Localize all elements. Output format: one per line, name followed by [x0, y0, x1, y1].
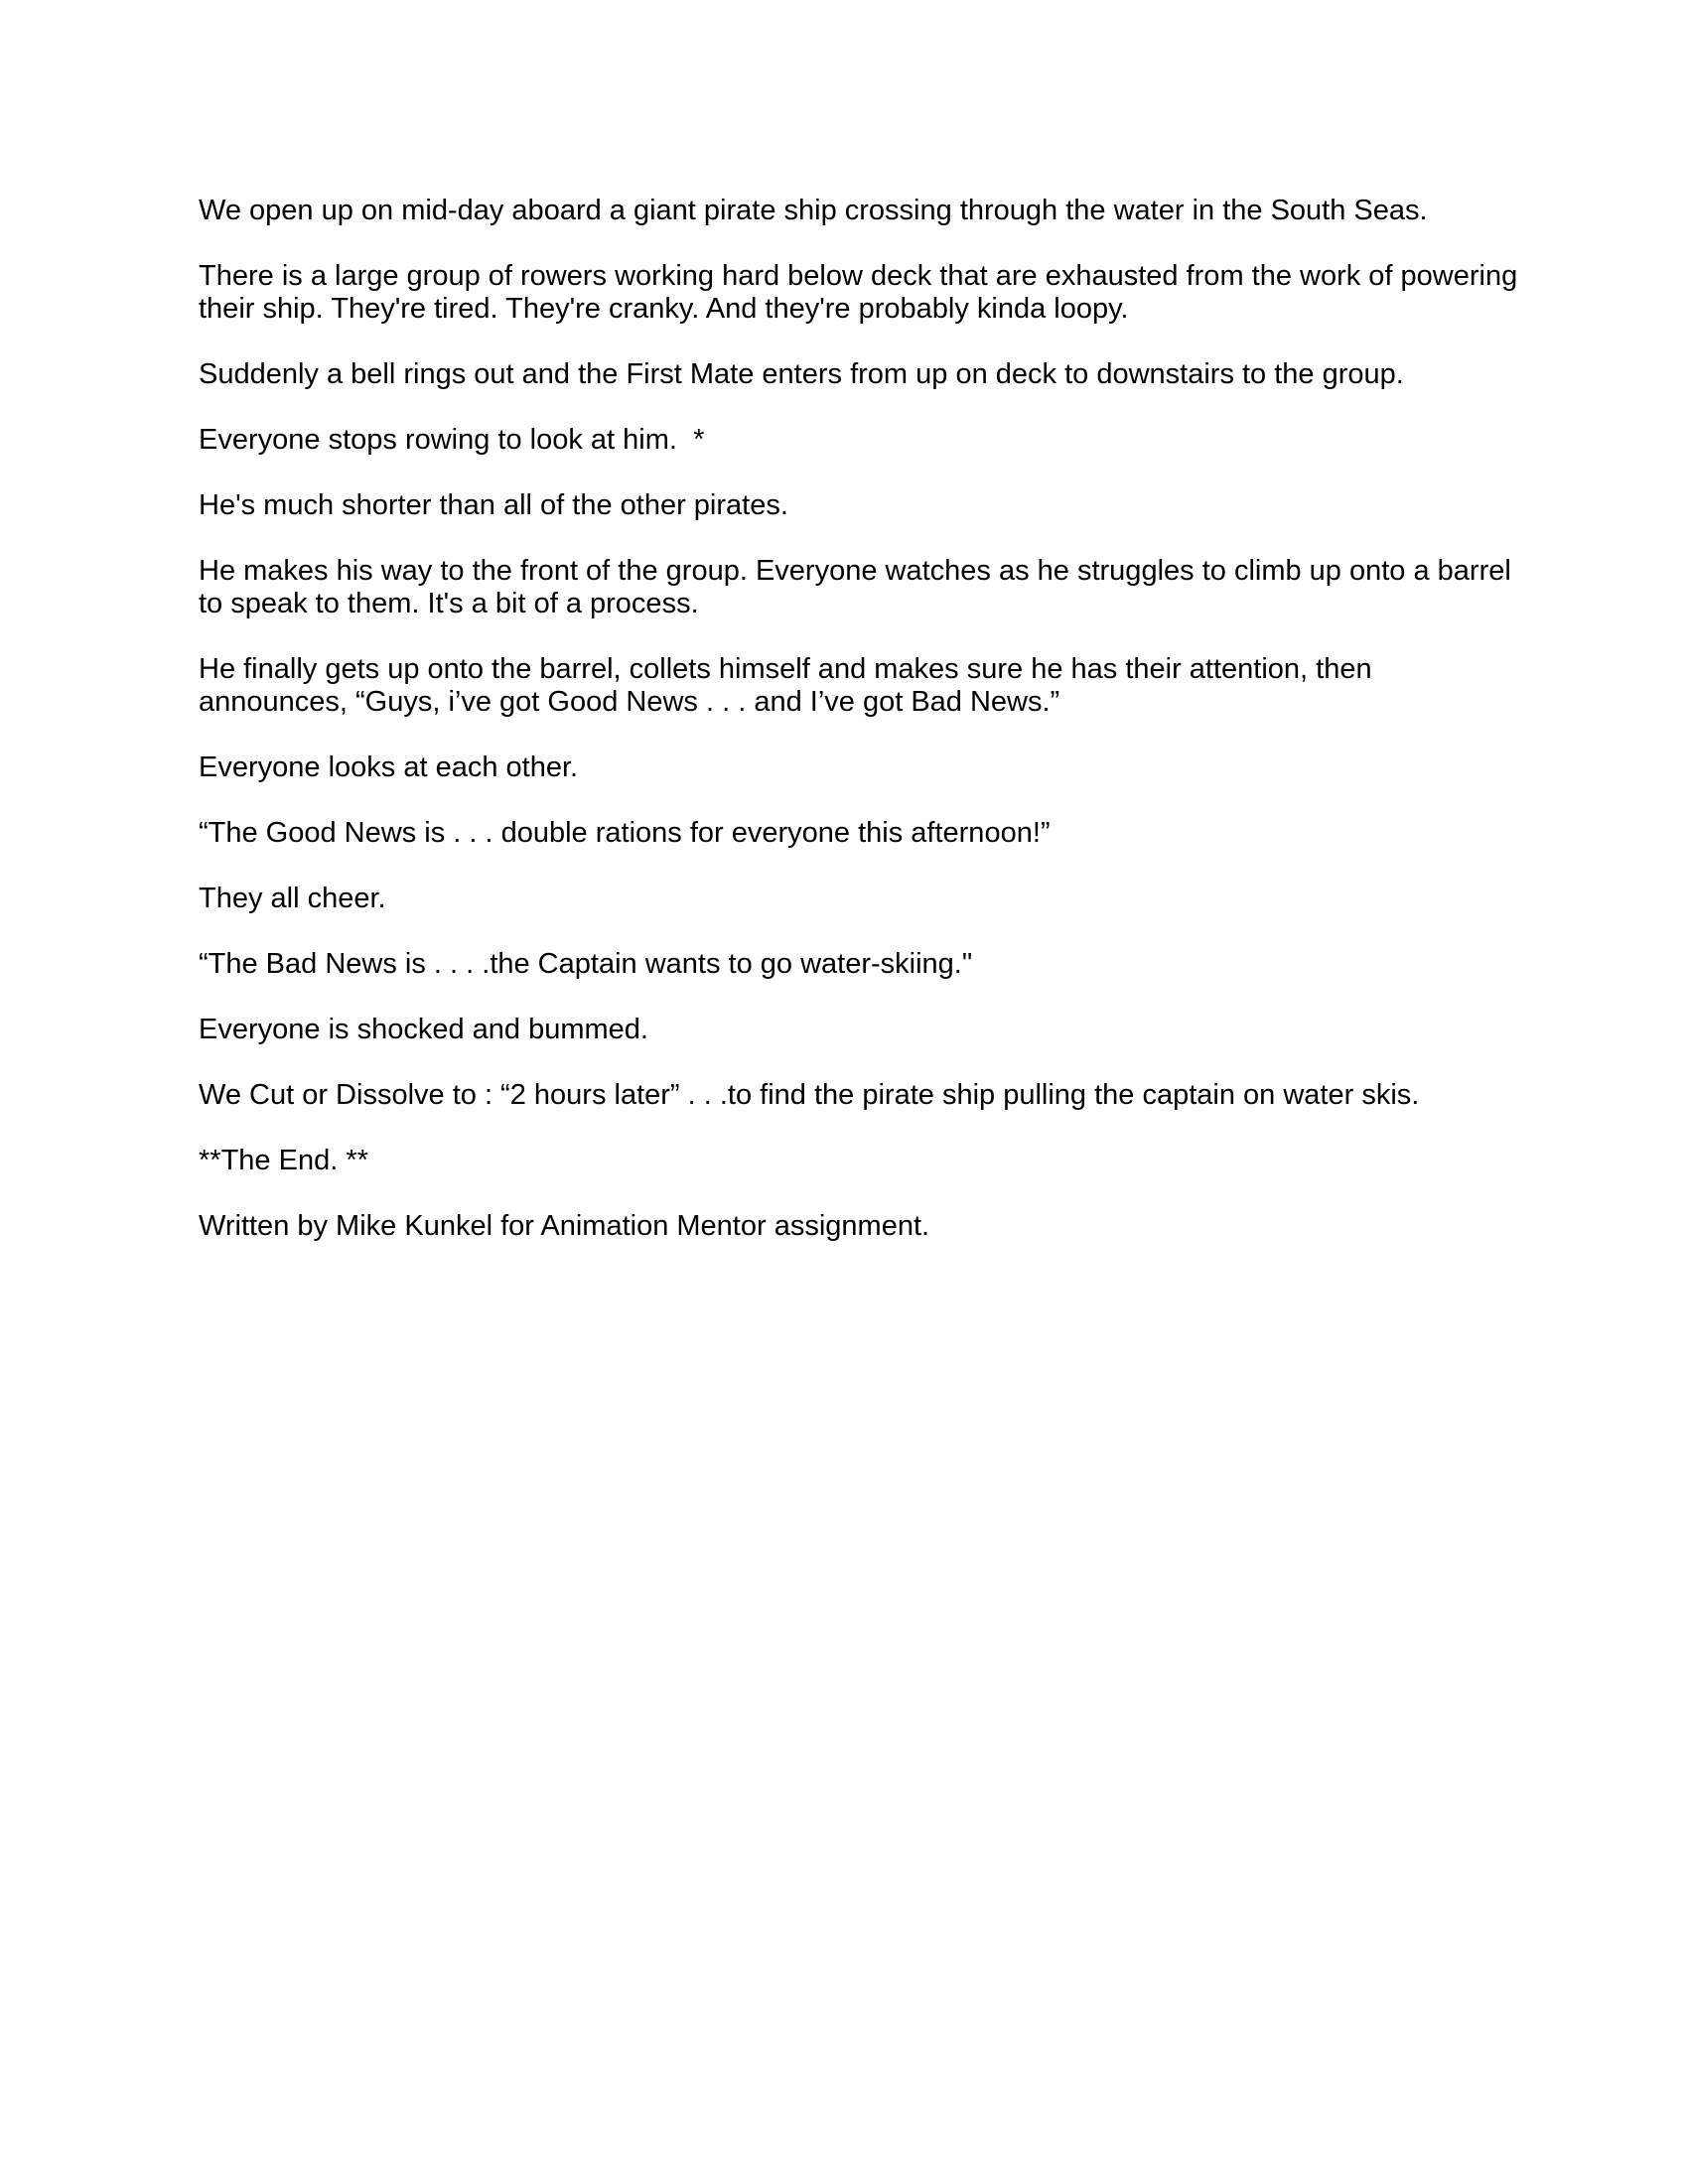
paragraph-the-end: **The End. **	[199, 1145, 368, 1176]
document-body	[199, 195, 1526, 1276]
paragraph-announcement: He finally gets up onto the barrel, collets himself and makes sure he has their attention, then announces, “Guys, i’ve got Good News . . . and I’ve got Bad News.”	[199, 653, 1380, 718]
paragraph-cheer: They all cheer.	[199, 883, 386, 914]
paragraph-shorter: He's much shorter than all of the other pirates.	[199, 489, 788, 521]
paragraph-opening: We open up on mid-day aboard a giant pirate ship crossing through the water in the South Seas.	[199, 195, 1428, 226]
paragraph-barrel-climb: He makes his way to the front of the group. Everyone watches as he struggles to climb up onto a barrel to speak to them. It's a bit of a process.	[199, 555, 1519, 619]
paragraph-bell: Suddenly a bell rings out and the First Mate enters from up on deck to downstairs to the group.	[199, 358, 1404, 390]
paragraph-cut-dissolve: We Cut or Dissolve to : “2 hours later” . . .to find the pirate ship pulling the captain on water skis.	[199, 1079, 1420, 1111]
paragraph-looks: Everyone looks at each other.	[199, 751, 579, 783]
paragraph-good-news: “The Good News is . . . double rations for everyone this afternoon!”	[199, 817, 1051, 849]
paragraph-stop-rowing: Everyone stops rowing to look at him. *	[199, 424, 705, 456]
paragraph-rowers: There is a large group of rowers working hard below deck that are exhausted from the work of powering their ship. They're tired. They're cranky. And they're probably kinda loopy.	[199, 260, 1526, 325]
paragraph-shocked: Everyone is shocked and bummed.	[199, 1014, 648, 1045]
paragraph-credit: Written by Mike Kunkel for Animation Mentor assignment.	[199, 1210, 930, 1242]
paragraph-bad-news: “The Bad News is . . . .the Captain wants to go water-skiing."	[199, 948, 973, 980]
